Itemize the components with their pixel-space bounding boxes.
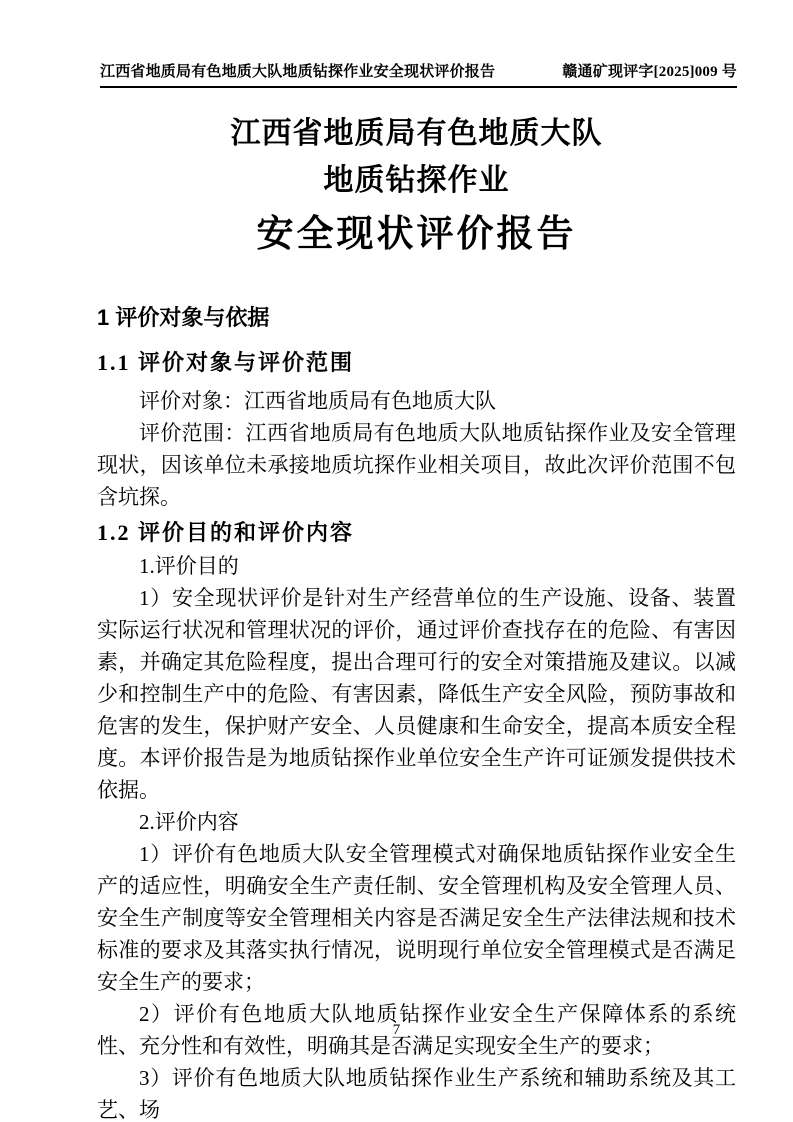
section-1-2-heading: 1.2 评价目的和评价内容 (97, 520, 355, 545)
page-footer (0, 1022, 793, 1039)
section-1-1-text (97, 385, 736, 513)
title-organization: 江西省地质局有色地质大队 (230, 117, 603, 150)
paragraph-evaluation-scope: 评价范围：江西省地质局有色地质大队地质钻探作业及安全管理现状，因该单位未承接地质坑探作业相关项目，故此次评价范围不包含坑探。 (97, 421, 736, 509)
document-body (97, 110, 736, 1122)
paragraph-content-item-3: 3）评价有色地质大队地质钻探作业生产系统和辅助系统及其工艺、场 (97, 1066, 736, 1122)
header-document-number: 赣通矿现评字[2025]009 号 (562, 64, 737, 80)
paragraph-content-item-1: 1）评价有色地质大队安全管理模式对确保地质钻探作业安全生产的适应性，明确安全生产责任制、安全管理机构及安全管理人员、安全生产制度等安全管理相关内容是否满足安全生产法律法规和技术标准的要求及其落实执行情况，说明现行单位安全管理模式是否满足安全生产的要求； (97, 842, 736, 994)
paragraph-purpose-body: 1）安全现状评价是针对生产经营单位的生产设施、设备、装置实际运行状况和管理状况的评价，通过评价查找存在的危险、有害因素，并确定其危险程度，提出合理可行的安全对策措施及建议。以减少和控制生产中的危险、有害因素，降低生产安全风险，预防事故和危害的发生，保护财产安全、人员健康和生命安全，提高本质安全程度。本评价报告是为地质钻探作业单位安全生产许可证颁发提供技术依据。 (97, 586, 736, 802)
header-report-title: 江西省地质局有色地质大队地质钻探作业安全现状评价报告 (100, 64, 496, 80)
running-header (100, 60, 737, 88)
section-1-1-heading: 1.1 评价对象与评价范围 (97, 350, 355, 375)
page-number: 7 (392, 1022, 401, 1038)
paragraph-content-item-2: 2）评价有色地质大队地质钻探作业安全生产保障体系的系统性、充分性和有效性，明确其是否满足实现安全生产的要求； (97, 1002, 736, 1058)
paragraph-purpose-label: 1.评价目的 (139, 554, 239, 578)
paragraph-evaluation-object: 评价对象：江西省地质局有色地质大队 (139, 389, 496, 413)
paragraph-content-label: 2.评价内容 (139, 810, 239, 834)
title-activity: 地质钻探作业 (323, 164, 510, 197)
section-1-heading: 1 评价对象与依据 (97, 305, 270, 330)
title-report-type: 安全现状评价报告 (256, 213, 577, 254)
